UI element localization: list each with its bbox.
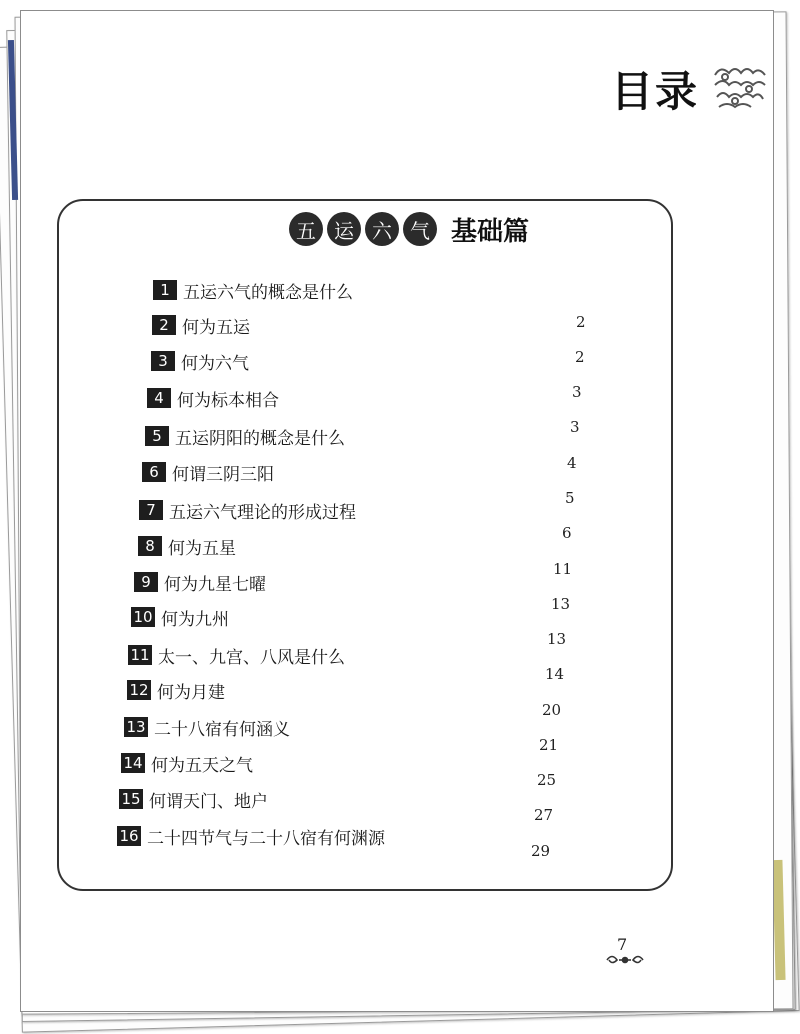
item-label: 五运六气理论的形成过程	[169, 502, 356, 523]
item-number: 10	[131, 607, 155, 627]
item-label: 何为九州	[161, 609, 229, 630]
page-number: 2	[575, 348, 585, 366]
toc-item[interactable]	[145, 423, 345, 449]
section-char-circle: 五	[289, 212, 323, 246]
item-label: 何为六气	[181, 353, 249, 374]
toc-item[interactable]	[127, 677, 225, 703]
page-number: 6	[562, 524, 572, 542]
toc-item[interactable]	[147, 385, 279, 411]
cloud-ornament-icon	[709, 55, 771, 117]
toc-item[interactable]	[153, 277, 353, 303]
toc-page	[20, 10, 774, 1012]
item-label: 何为五天之气	[151, 755, 253, 776]
item-number: 11	[128, 645, 152, 665]
section-suffix: 基础篇	[451, 216, 530, 247]
item-number: 8	[138, 536, 162, 556]
page-number: 14	[545, 665, 565, 683]
item-label: 何谓三阴三阳	[172, 464, 274, 485]
item-number: 5	[145, 426, 169, 446]
toc-item[interactable]	[117, 823, 385, 849]
item-number: 1	[153, 280, 177, 300]
page-number: 2	[576, 313, 586, 331]
item-number: 6	[142, 462, 166, 482]
page-number: 21	[539, 736, 559, 754]
toc-item[interactable]	[124, 714, 290, 740]
toc-item[interactable]	[119, 786, 268, 812]
item-number: 7	[139, 500, 163, 520]
page-number: 5	[565, 489, 575, 507]
section-char-circle: 六	[365, 212, 399, 246]
toc-item[interactable]	[131, 604, 229, 630]
item-label: 何为五星	[168, 538, 236, 559]
item-label: 五运六气的概念是什么	[183, 282, 353, 303]
item-number: 2	[152, 315, 176, 335]
footer-ornament-icon	[605, 951, 645, 969]
item-label: 何为九星七曜	[164, 574, 266, 595]
page-number: 25	[537, 771, 557, 789]
page-number: 29	[531, 842, 551, 860]
item-number: 9	[134, 572, 158, 592]
section-heading	[279, 207, 539, 251]
item-number: 13	[124, 717, 148, 737]
section-char-circle: 运	[327, 212, 361, 246]
item-number: 16	[117, 826, 141, 846]
page-number: 3	[572, 383, 582, 401]
item-label: 二十四节气与二十八宿有何渊源	[147, 828, 385, 849]
item-label: 何为月建	[157, 682, 225, 703]
page-number: 4	[567, 454, 577, 472]
toc-item[interactable]	[138, 533, 236, 559]
item-label: 何为五运	[182, 317, 250, 338]
item-label: 二十八宿有何涵义	[154, 719, 290, 740]
item-label: 太一、九宫、八风是什么	[158, 647, 345, 668]
toc-item[interactable]	[128, 642, 345, 668]
toc-item[interactable]	[134, 569, 266, 595]
page-number: 27	[534, 806, 554, 824]
item-label: 五运阴阳的概念是什么	[175, 428, 345, 449]
item-label: 何为标本相合	[177, 390, 279, 411]
toc-item[interactable]	[151, 348, 249, 374]
footer-page-number: 7	[617, 935, 628, 954]
item-number: 3	[151, 351, 175, 371]
item-number: 12	[127, 680, 151, 700]
page-number: 3	[570, 418, 580, 436]
page-title: 目录	[611, 67, 700, 116]
toc-item[interactable]	[142, 459, 274, 485]
page-number: 11	[553, 560, 573, 578]
page-number: 13	[547, 630, 567, 648]
toc-item[interactable]	[152, 312, 250, 338]
page-number: 20	[542, 701, 562, 719]
section-char-circle: 气	[403, 212, 437, 246]
item-number: 15	[119, 789, 143, 809]
item-label: 何谓天门、地户	[149, 791, 268, 812]
toc-item[interactable]	[139, 497, 356, 523]
toc-item[interactable]	[121, 750, 253, 776]
item-number: 4	[147, 388, 171, 408]
page-number: 13	[551, 595, 571, 613]
item-number: 14	[121, 753, 145, 773]
